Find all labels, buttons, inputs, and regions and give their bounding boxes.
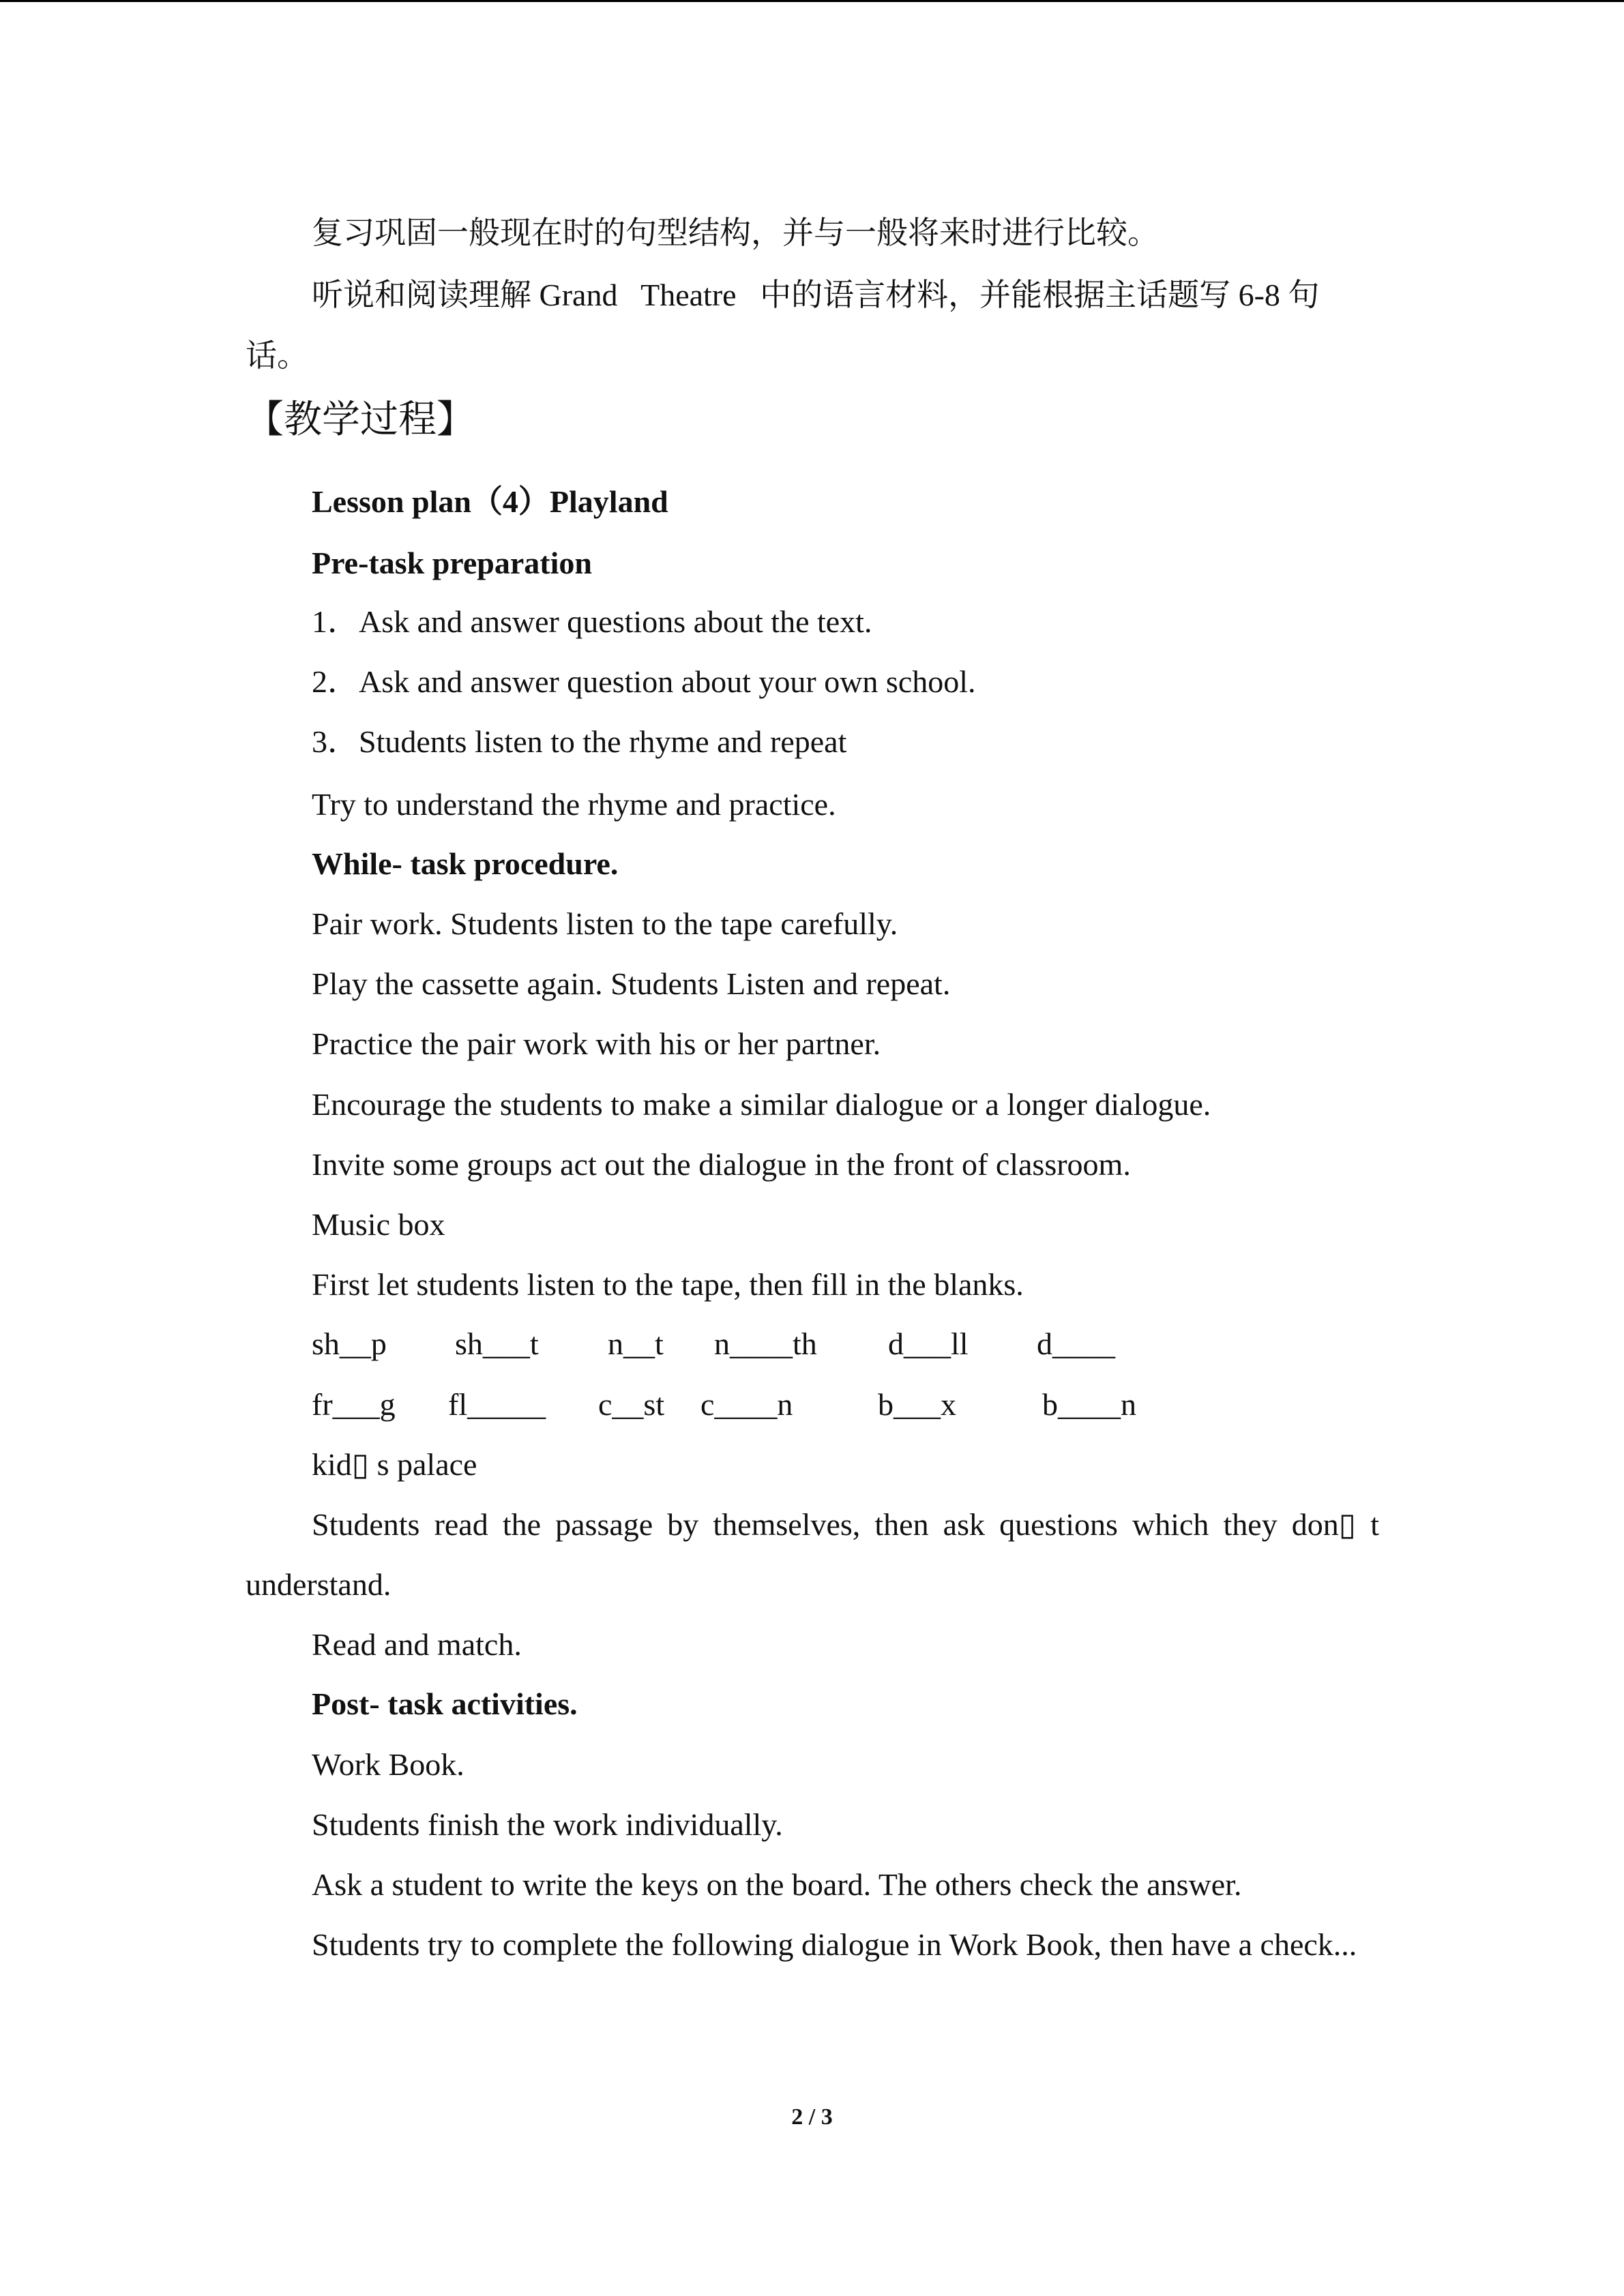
blank-word: sh__p xyxy=(312,1326,387,1361)
blank-word: d____ xyxy=(1037,1326,1115,1361)
intro-line-3: 话。 xyxy=(246,338,308,373)
post-task-line-3: Ask a student to write the keys on the board. The others check the answer. xyxy=(312,1867,1242,1902)
blank-word: b___x xyxy=(878,1387,956,1422)
post-task-line-4: Students try to complete the following dialogue in Work Book, then have a check... xyxy=(312,1927,1357,1962)
pre-task-item-3: 3．Students listen to the rhyme and repeat xyxy=(312,724,847,759)
post-task-heading: Post- task activities. xyxy=(312,1686,578,1721)
blank-word: fr___g xyxy=(312,1387,396,1422)
blank-word: c____n xyxy=(700,1387,793,1422)
pre-task-item-1: 1．Ask and answer questions about the text. xyxy=(312,604,872,639)
page-top-border xyxy=(0,0,1624,2)
while-task-line-1: Pair work. Students listen to the tape carefully. xyxy=(312,906,898,941)
while-task-line-7: First let students listen to the tape, then fill in the blanks. xyxy=(312,1267,1024,1302)
intro-line-2: 听说和阅读理解 Grand Theatre 中的语言材料，并能根据主话题写 6-8 句 xyxy=(312,278,1320,312)
blank-word: d___ll xyxy=(888,1326,969,1361)
while-task-line-4: Encourage the students to make a similar dialogue or a longer dialogue. xyxy=(312,1087,1211,1122)
while-task-line-5: Invite some groups act out the dialogue in the front of classroom. xyxy=(312,1147,1131,1182)
intro-line-1: 复习巩固一般现在时的句型结构，并与一般将来时进行比较。 xyxy=(312,215,1159,250)
read-and-match: Read and match. xyxy=(312,1627,522,1662)
blank-word: b____n xyxy=(1042,1387,1136,1422)
while-task-heading: While- task procedure. xyxy=(312,846,619,881)
blank-word: fl_____ xyxy=(448,1387,546,1422)
blank-word: n__t xyxy=(608,1326,664,1361)
passage-line-1: Students read the passage by themselves, then ask questions which they don▯ t xyxy=(312,1507,1379,1542)
section-heading: 【教学过程】 xyxy=(246,399,475,441)
passage-line-2: understand. xyxy=(246,1567,392,1602)
while-task-line-3: Practice the pair work with his or her partner. xyxy=(312,1026,881,1061)
while-task-line-2: Play the cassette again. Students Listen and repeat. xyxy=(312,966,951,1001)
kids-palace-heading: kid▯ s palace xyxy=(312,1447,477,1482)
blank-word: n____th xyxy=(714,1326,817,1361)
pre-task-item-2: 2．Ask and answer question about your own school. xyxy=(312,664,976,699)
pre-task-heading: Pre-task preparation xyxy=(312,546,592,580)
post-task-line-2: Students finish the work individually. xyxy=(312,1807,783,1842)
blank-word: sh___t xyxy=(455,1326,539,1361)
lesson-title: Lesson plan（4）Playland xyxy=(312,484,668,519)
blank-word: c__st xyxy=(598,1387,665,1422)
while-task-line-6: Music box xyxy=(312,1207,445,1242)
post-task-line-1: Work Book. xyxy=(312,1747,464,1782)
pre-task-note: Try to understand the rhyme and practice. xyxy=(312,787,836,822)
page-number: 2 / 3 xyxy=(791,2104,833,2130)
